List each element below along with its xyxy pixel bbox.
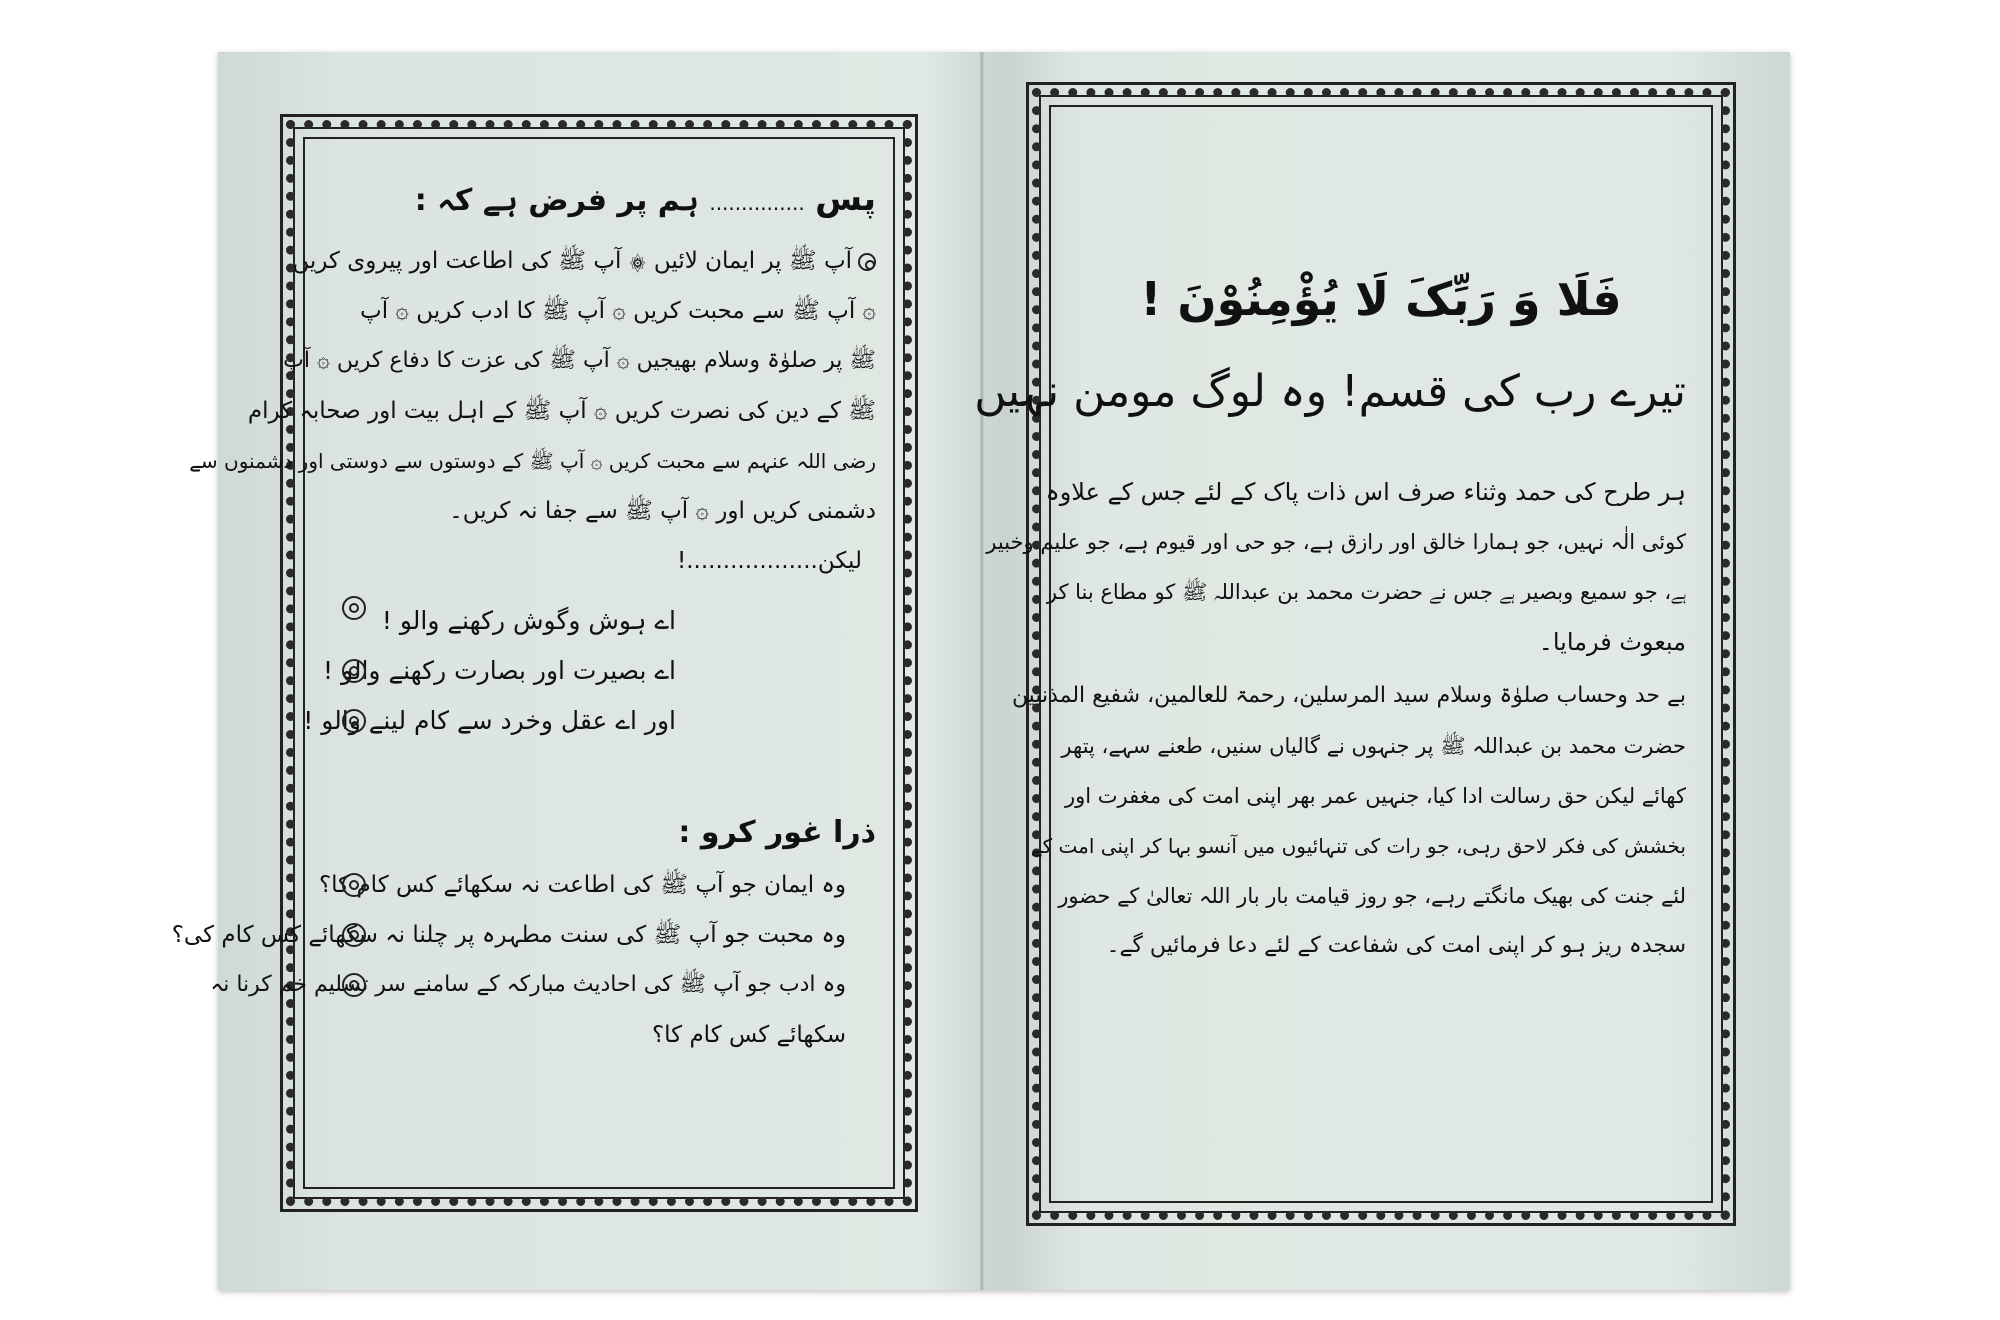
- book-spread: [171, 52, 1790, 1290]
- left-page-text: [171, 172, 876, 1060]
- left-heading: [330, 172, 876, 230]
- left-paragraph-line: ﷺ کے دین کی نصرت کریں ۞ آپ ﷺ کے اہل بیت اور صحابہ کرام: [247, 398, 876, 424]
- flower-bullet-icon: [342, 659, 366, 683]
- flower-bullet-icon: [342, 923, 366, 947]
- question-item: وہ ایمان جو آپ ﷺ کی اطاعت نہ سکھائے کس کام کا؟: [318, 872, 846, 898]
- right-paragraph-line: لئے جنت کی بھیک مانگتے رہے، جو روز قیامت بار بار اللہ تعالیٰ کے حضور: [1058, 884, 1686, 908]
- left-paragraph-line: دشمنی کریں اور ۞ آپ ﷺ سے جفا نہ کریں۔: [449, 498, 876, 524]
- subtitle: تیرے رب کی قسم! وہ لوگ مومن نہیں: [974, 366, 1686, 417]
- right-paragraph-line: کھائے لیکن حق رسالت ادا کیا، جنہیں عمر بھر اپنی امت کی مغفرت اور: [1064, 784, 1686, 808]
- heading-main: ہم پر فرض ہے کہ :: [414, 183, 699, 218]
- flower-bullet-icon: [342, 973, 366, 997]
- call-item: اے بصیرت اور بصارت رکھنے والو !: [322, 656, 676, 685]
- but-label: لیکن..................!: [677, 548, 862, 574]
- right-paragraph-line: بے حد وحساب صلوٰۃ وسلام سید المرسلین، رحمۃ للعالمین، شفیع المذنبین: [1011, 683, 1686, 708]
- flower-bullet-icon: [858, 253, 876, 271]
- book-gutter: [980, 52, 984, 1290]
- flower-bullet-icon: [342, 873, 366, 897]
- question-item: وہ ادب جو آپ ﷺ کی احادیث مبارکہ کے سامنے سر تسلیم خم کرنا نہ: [210, 972, 846, 997]
- flower-bullet-icon: [342, 709, 366, 733]
- right-paragraph-line: ہے، جو سمیع وبصیر ہے جس نے حضرت محمد بن عبداللہ ﷺ کو مطاع بنا کر: [1046, 580, 1686, 604]
- flower-bullet-icon: [342, 596, 366, 620]
- question-item: وہ محبت جو آپ ﷺ کی سنت مطہرہ پر چلنا نہ سکھائے کس کام کی؟: [171, 922, 846, 948]
- left-paragraph-line: ﷺ پر صلوٰۃ وسلام بھیجیں ۞ آپ ﷺ کی عزت کا دفاع کریں ۞ آپ: [283, 348, 876, 373]
- right-paragraph-line: سجدہ ریز ہو کر اپنی امت کی شفاعت کے لئے دعا فرمائیں گے۔: [1106, 933, 1686, 958]
- call-item: اے ہوش وگوش رکھنے والو !: [330, 596, 876, 646]
- right-paragraph-line: بخشش کی فکر لاحق رہی، جو رات کی تنہائیوں میں آنسو بہا کر اپنی امت کے: [1030, 834, 1686, 858]
- call-item: اور اے عقل وخرد سے کام لینے والو !: [303, 706, 676, 735]
- reflect-heading: ذرا غور کرو :: [678, 815, 876, 850]
- right-paragraph-line: مبعوث فرمایا۔: [1538, 628, 1686, 656]
- left-paragraph-line: رضی اللہ عنہم سے محبت کریں ۞ آپ ﷺ کے دوستوں سے دوستی اور دشمنوں سے: [189, 449, 876, 473]
- left-paragraph-line: ۞ آپ ﷺ سے محبت کریں ۞ آپ ﷺ کا ادب کریں ۞ آپ: [360, 298, 876, 324]
- heading-prefix: پس: [815, 179, 876, 219]
- right-paragraph-line: ہر طرح کی حمد وثناء صرف اس ذات پاک کے لئے جس کے علاوہ: [1045, 478, 1686, 506]
- right-paragraph-line: حضرت محمد بن عبداللہ ﷺ پر جنہوں نے گالیاں سنیں، طعنے سہے، پتھر: [1061, 734, 1686, 758]
- right-paragraph-line: کوئی الٰہ نہیں، جو ہمارا خالق اور رازق ہے، جو حی اور قیوم ہے، جو علیم وخبیر: [986, 530, 1686, 554]
- right-page-text: [974, 272, 1686, 971]
- heading-dots: ...............: [709, 191, 805, 215]
- question-continuation: سکھائے کس کام کا؟: [651, 1022, 846, 1048]
- arabic-title: فَلَا وَ رَبِّکَ لَا یُؤْمِنُوْنَ !: [1140, 272, 1622, 326]
- left-paragraph-line: آپ ﷺ پر ایمان لائیں ۞ آپ ﷺ کی اطاعت اور پیروی کریں: [330, 236, 876, 286]
